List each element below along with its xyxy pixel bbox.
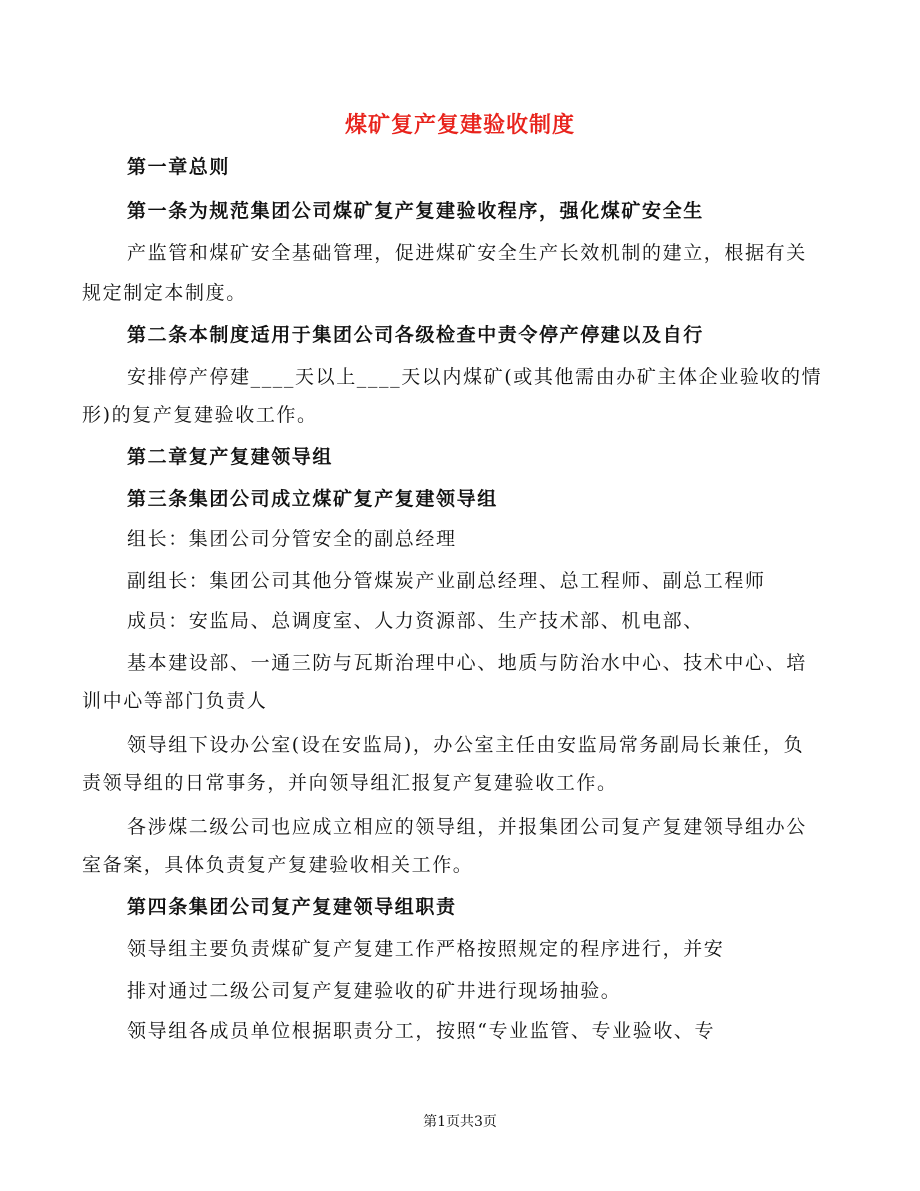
subsidiary-paragraph-line-1: 各涉煤二级公司也应成立相应的领导组，并报集团公司复产复建领导组办公 (127, 816, 807, 838)
subsidiary-paragraph-line-2: 室备案，具体负责复产复建验收相关工作。 (82, 854, 474, 876)
article-1-line-2: 产监管和煤矿安全基础管理，促进煤矿安全生产长效机制的建立，根据有关 (127, 242, 807, 264)
deputy-leader-line: 副组长：集团公司其他分管煤炭产业副总经理、总工程师、副总工程师 (127, 570, 766, 592)
article-4-line-2: 排对通过二级公司复产复建验收的矿井进行现场抽验。 (127, 980, 622, 1002)
office-paragraph-line-1: 领导组下设办公室(设在安监局)，办公室主任由安监局常务副局长兼任，负 (127, 734, 805, 756)
article-4-line-1: 领导组主要负责煤矿复产复建工作严格按照规定的程序进行，并安 (127, 938, 725, 960)
article-2-line-2: 安排停产停建____天以上____天以内煤矿(或其他需由办矿主体企业验收的情 (127, 366, 823, 388)
document-title: 煤矿复产复建验收制度 (344, 112, 575, 138)
members-line-1: 成员：安监局、总调度室、人力资源部、生产技术部、机电部、 (127, 610, 704, 632)
members-line-3: 训中心等部门负责人 (82, 690, 268, 712)
article-1-line-3: 规定制定本制度。 (82, 282, 247, 304)
article-2-line-1: 第二条本制度适用于集团公司各级检查中责令停产停建以及自行 (127, 324, 704, 346)
members-line-2: 基本建设部、一通三防与瓦斯治理中心、地质与防治水中心、技术中心、培 (127, 652, 807, 674)
group-leader-line: 组长：集团公司分管安全的副总经理 (127, 528, 457, 550)
office-paragraph-line-2: 责领导组的日常事务，并向领导组汇报复产复建验收工作。 (82, 772, 618, 794)
page-footer: 第1页共3页 (423, 1114, 497, 1130)
article-4-heading: 第四条集团公司复产复建领导组职责 (127, 896, 457, 918)
article-4-line-3: 领导组各成员单位根据职责分工，按照“专业监管、专业验收、专 (127, 1020, 716, 1042)
chapter-2-heading: 第二章复产复建领导组 (127, 446, 334, 468)
article-3-heading: 第三条集团公司成立煤矿复产复建领导组 (127, 488, 498, 510)
article-1-line-1: 第一条为规范集团公司煤矿复产复建验收程序，强化煤矿安全生 (127, 200, 704, 222)
chapter-1-heading: 第一章总则 (127, 156, 231, 178)
article-2-line-3: 形)的复产复建验收工作。 (82, 404, 318, 426)
